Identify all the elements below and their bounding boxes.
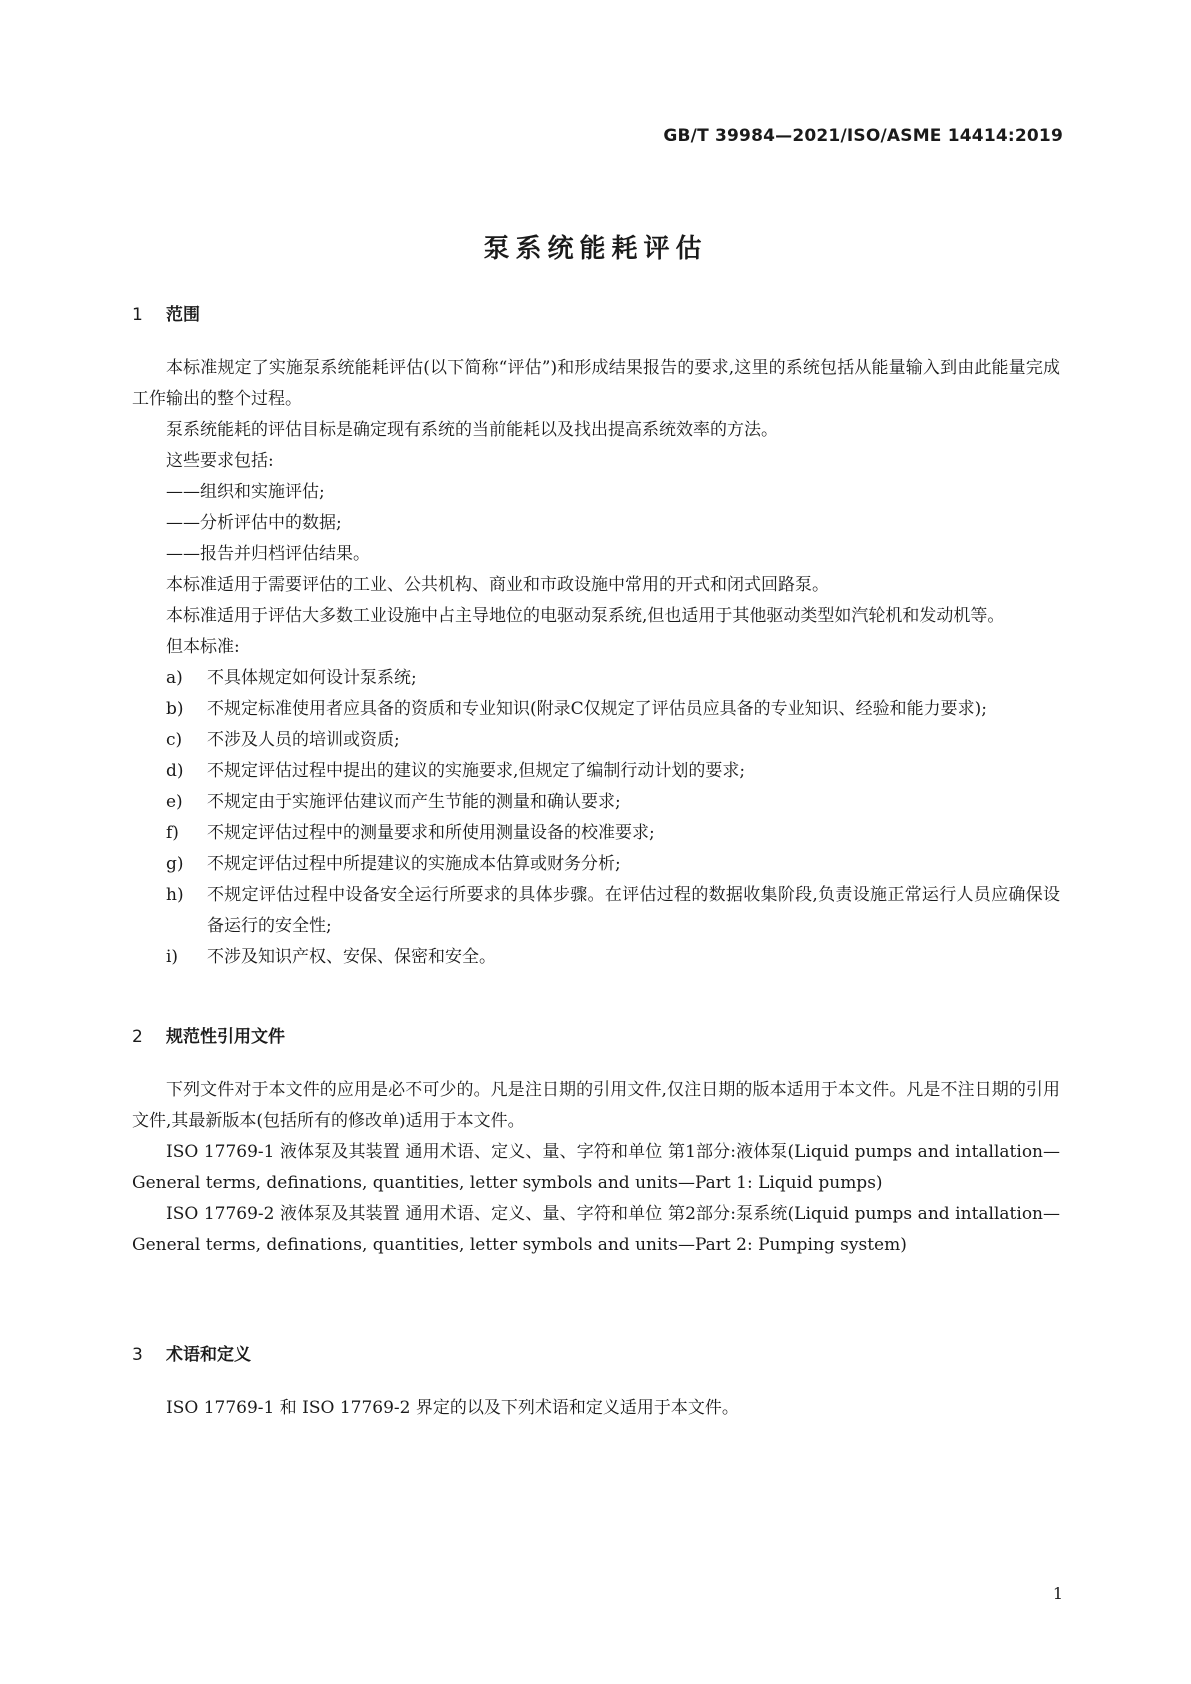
list-item [132,880,1060,942]
paragraph: 泵系统能耗的评估目标是确定现有系统的当前能耗以及找出提高系统效率的方法。 [166,420,778,440]
standard-code-header: GB/T 39984—2021/ISO/ASME 14414:2019 [663,126,1063,146]
list-label: c) [166,730,183,750]
normative-reference: ISO 17769-2 液体泵及其装置 通用术语、定义、量、字符和单位 第2部分:泵系统(Liquid pumps and intallation—General terms, definations, quantities, letter symbols and units—Part 2: Pumping system) [132,1204,1060,1255]
paragraph: 本标准适用于评估大多数工业设施中占主导地位的电驱动泵系统,但也适用于其他驱动类型如汽轮机和发动机等。 [166,606,1005,626]
list-text: 不规定由于实施评估建议而产生节能的测量和确认要求; [207,792,621,812]
list-text: 不规定评估过程中提出的建议的实施要求,但规定了编制行动计划的要求; [207,761,746,781]
list-text: 不规定评估过程中的测量要求和所使用测量设备的校准要求; [207,823,655,843]
list-text: 不规定评估过程中设备安全运行所要求的具体步骤。在评估过程的数据收集阶段,负责设施正常运行人员应确保设备运行的安全性; [207,885,1060,936]
list-label: f) [166,823,179,843]
list-label: e) [166,792,183,812]
page-number: 1 [1052,1584,1063,1603]
section-1-body [132,353,1060,973]
paragraph: 但本标准: [166,637,240,657]
dash-list-item: ——分析评估中的数据; [166,513,342,533]
paragraph: ISO 17769-1 和 ISO 17769-2 界定的以及下列术语和定义适用于本文件。 [166,1398,739,1418]
section-title: 规范性引用文件 [166,1027,285,1047]
list-text: 不具体规定如何设计泵系统; [207,668,417,688]
list-label: h) [166,885,184,905]
list-item [132,942,1060,973]
section-number: 1 [132,305,143,325]
dash-list-item: ——报告并归档评估结果。 [166,544,370,564]
paragraph: 本标准规定了实施泵系统能耗评估(以下简称“评估”)和形成结果报告的要求,这里的系统包括从能量输入到由此能量完成工作输出的整个过程。 [132,358,1060,409]
section-1-heading [132,300,200,325]
list-item [132,663,1060,694]
list-item [132,756,1060,787]
paragraph: 本标准适用于需要评估的工业、公共机构、商业和市政设施中常用的开式和闭式回路泵。 [166,575,829,595]
list-item [132,694,1060,725]
section-number: 3 [132,1345,143,1365]
list-label: i) [166,947,179,967]
list-text: 不涉及知识产权、安保、保密和安全。 [207,947,496,967]
list-text: 不规定评估过程中所提建议的实施成本估算或财务分析; [207,854,621,874]
list-label: a) [166,668,183,688]
list-text: 不规定标准使用者应具备的资质和专业知识(附录C仅规定了评估员应具备的专业知识、经验和能力要求); [207,699,987,719]
list-label: d) [166,761,184,781]
list-item [132,818,1060,849]
list-item [132,787,1060,818]
list-text: 不涉及人员的培训或资质; [207,730,400,750]
section-number: 2 [132,1027,143,1047]
section-title: 范围 [166,305,200,325]
list-label: b) [166,699,184,719]
section-3-body [132,1393,1060,1424]
list-item [132,849,1060,880]
dash-list-item: ——组织和实施评估; [166,482,325,502]
section-title: 术语和定义 [166,1345,251,1365]
section-3-heading [132,1340,251,1365]
section-2-body [132,1075,1060,1261]
list-label: g) [166,854,184,874]
list-item [132,725,1060,756]
normative-reference: ISO 17769-1 液体泵及其装置 通用术语、定义、量、字符和单位 第1部分:液体泵(Liquid pumps and intallation—General terms, definations, quantities, letter symbols and units—Part 1: Liquid pumps) [132,1142,1060,1193]
paragraph: 这些要求包括: [166,451,274,471]
document-title: 泵系统能耗评估 [483,234,708,264]
paragraph: 下列文件对于本文件的应用是必不可少的。凡是注日期的引用文件,仅注日期的版本适用于本文件。凡是不注日期的引用文件,其最新版本(包括所有的修改单)适用于本文件。 [132,1080,1060,1131]
section-2-heading [132,1022,285,1047]
